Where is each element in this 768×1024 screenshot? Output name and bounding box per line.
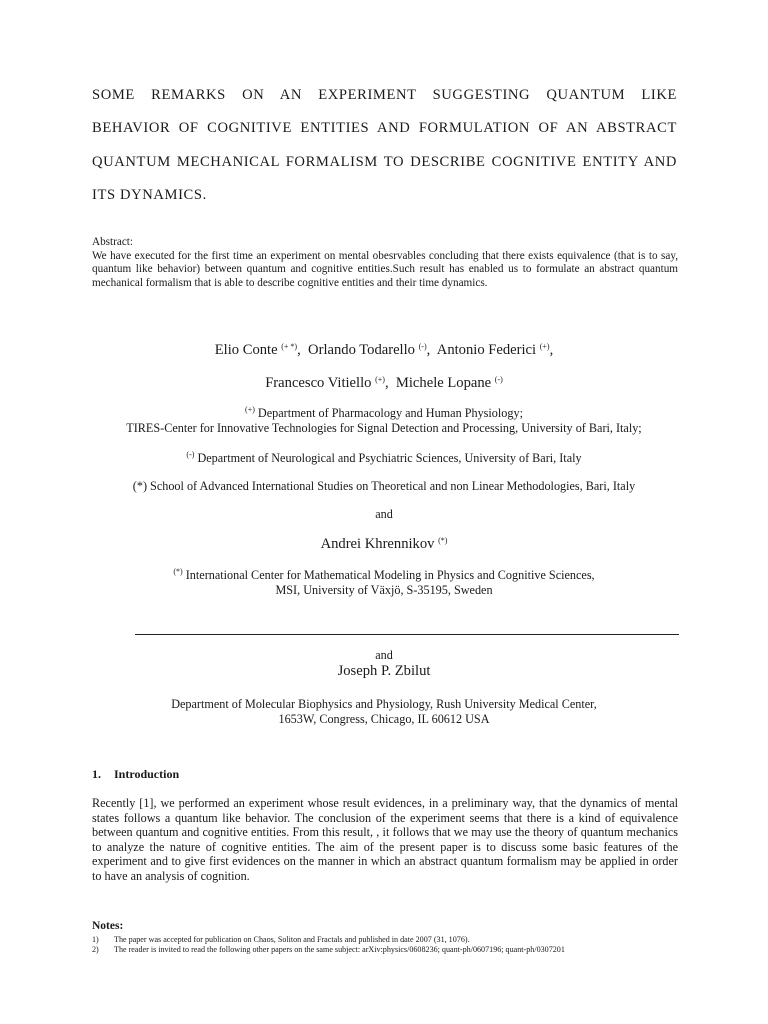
title-line-2: BEHAVIOR OF COGNITIVE ENTITIES AND FORMULATION OF AN ABSTRACT	[92, 120, 677, 136]
affiliation-khrennikov	[0, 568, 768, 597]
author-name: Francesco Vitiello	[265, 375, 372, 391]
affiliation-text: Department of Neurological and Psychiatric Sciences, University of Bari, Italy	[197, 451, 582, 465]
author-separator: ,	[426, 342, 431, 358]
affiliation-text: Department of Molecular Biophysics and Physiology, Rush University Medical Center,	[171, 697, 597, 711]
note-item	[92, 945, 565, 954]
note-item	[92, 935, 470, 944]
affiliation-star: (*) School of Advanced International Studies on Theoretical and non Linear Methodologies, Bari, Italy	[132, 479, 636, 493]
title-line-3: QUANTUM MECHANICAL FORMALISM TO DESCRIBE COGNITIVE ENTITY AND	[92, 154, 677, 170]
title-line-4: ITS DYNAMICS.	[92, 187, 207, 203]
note-text: The paper was accepted for publication on Chaos, Soliton and Fractals and published in date 2007 (31, 1076).	[114, 935, 470, 944]
horizontal-rule	[135, 634, 679, 635]
author-name: Orlando Todarello	[308, 342, 415, 358]
author-name: Andrei Khrennikov	[320, 536, 435, 552]
title-line-1: SOME REMARKS ON AN EXPERIMENT SUGGESTING QUANTUM LIKE	[92, 87, 677, 103]
author-marker: (-)	[418, 342, 427, 351]
authors-line-2	[0, 375, 768, 392]
author-name: Elio Conte	[214, 342, 278, 358]
section-number: 1.	[92, 767, 101, 781]
section-heading	[92, 767, 179, 782]
and-separator: and	[375, 507, 393, 521]
notes-heading: Notes:	[92, 920, 124, 932]
note-text: The reader is invited to read the following other papers on the same subject: arXiv:physics/0608236; quant-ph/0607196; quant-ph/0307201	[114, 945, 565, 954]
author-zbilut: Joseph P. Zbilut	[337, 663, 431, 679]
affiliation-text: TIRES-Center for Innovative Technologies for Signal Detection and Processing, University of Bari, Italy;	[126, 420, 642, 435]
affiliation-text: 1653W, Congress, Chicago, IL 60612 USA	[278, 711, 490, 726]
affiliation-marker: (*)	[173, 567, 183, 576]
abstract	[92, 236, 678, 291]
affiliation-text: MSI, University of Växjö, S-35195, Sweden	[275, 582, 493, 597]
author-marker: (+)	[375, 375, 385, 384]
abstract-text: We have executed for the first time an experiment on mental obesrvables concluding that there exists equivalence (that is to say, quantum like behavior) between quantum and cognitive entities.Such result has enabled us to formulate an abstract quantum mechanical formalism that is able to describe cognitive entities and their time dynamics.	[92, 249, 678, 290]
author-name: Michele Lopane	[395, 375, 492, 391]
author-separator: ,	[549, 342, 554, 358]
intro-paragraph: Recently [1], we performed an experiment whose result evidences, in a preliminary way, that the dynamics of mental states follows a quantum like behavior. The conclusion of the experiment seems that there is a kind of equivalence between quantum and cognitive entities. From this result, , it follows that we may use the theory of quantum mechanics to analyze the nature of cognitive entities. The aim of the present paper is to discuss some basic features of the experiment and to give first evidences on the manner in which an abstract quantum formalism may be applied in order to have an analysis of cognition.	[92, 796, 678, 883]
author-separator: ,	[384, 375, 389, 391]
author-marker: (-)	[494, 375, 503, 384]
and-separator: and	[375, 648, 393, 662]
affiliation-zbilut	[0, 697, 768, 726]
author-marker: (+)	[539, 342, 550, 351]
author-marker: (*)	[438, 536, 448, 545]
affiliation-marker: (-)	[186, 450, 195, 459]
author-separator: ,	[297, 342, 301, 358]
author-marker: (+ *)	[281, 342, 298, 351]
author-name: Antonio Federici	[436, 342, 537, 358]
affiliation-text: International Center for Mathematical Modeling in Physics and Cognitive Sciences,	[185, 568, 595, 582]
affiliation-text: Department of Pharmacology and Human Physiology;	[257, 406, 523, 420]
author-khrennikov	[0, 536, 768, 553]
note-number: 2)	[92, 945, 99, 954]
abstract-label: Abstract:	[92, 236, 134, 248]
affiliation-minus	[0, 451, 768, 466]
authors-line-1	[0, 342, 768, 359]
note-number: 1)	[92, 935, 99, 944]
affiliation-marker: (+)	[245, 405, 255, 414]
affiliation-plus	[0, 406, 768, 435]
section-title: Introduction	[114, 767, 180, 781]
